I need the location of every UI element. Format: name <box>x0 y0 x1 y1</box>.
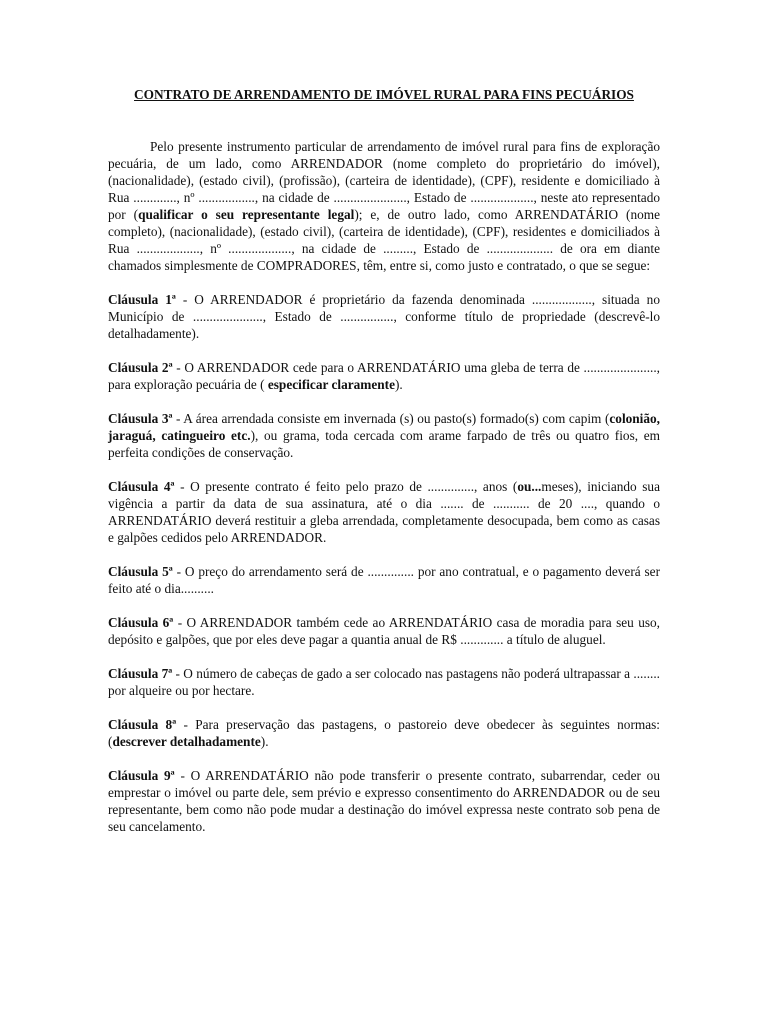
clause-label: Cláusula 4ª <box>108 479 175 494</box>
clause-bold: ou... <box>517 479 542 494</box>
clause-text-end: ), ou grama, toda cercada com arame farpado de três ou quatro fios, em perfeita condições de conservação. <box>108 428 660 460</box>
clause-6 <box>108 614 660 648</box>
clause-text-end: ). <box>260 734 269 749</box>
document-title: CONTRATO DE ARRENDAMENTO DE IMÓVEL RURAL PARA FINS PECUÁRIOS <box>134 87 634 102</box>
clause-9 <box>108 767 660 835</box>
clause-text: - O presente contrato é feito pelo prazo de .............., anos ( <box>174 479 518 494</box>
clause-text: - O ARRENDADOR é proprietário da fazenda denominada .................., situada no Município de ....................., Estado de ................, conforme título de propriedade (descrevê-lo detalhadamente). <box>108 292 660 341</box>
clause-text: - O ARRENDADOR cede para o ARRENDATÁRIO uma gleba de terra de ......................, para exploração pecuária de ( <box>108 360 660 392</box>
clause-text: - O preço do arrendamento será de .............. por ano contratual, e o pagamento deverá ser feito até o dia.......... <box>108 564 660 596</box>
clause-label: Cláusula 1ª <box>108 292 176 307</box>
clause-label: Cláusula 6ª <box>108 615 174 630</box>
intro-text-2: ); e, de outro lado, como ARRENDATÁRIO (nome completo), (nacionalidade), (estado civil), (carteira de identidade), (CPF), residentes e domiciliados à Rua ..................., nº ..................., na cidade de ........., Estado de .................... de ora em diante chamados simplesmente de COMPRADORES, têm, entre si, como justo e contratado, o que se segue: <box>108 207 660 273</box>
clause-bold: especificar claramente <box>267 377 395 392</box>
document-page <box>108 86 660 835</box>
clause-2 <box>108 359 660 393</box>
clause-label: Cláusula 9ª <box>108 768 175 783</box>
intro-paragraph <box>108 138 660 274</box>
clause-label: Cláusula 8ª <box>108 717 177 732</box>
clause-text: - O ARRENDADOR também cede ao ARRENDATÁRIO casa de moradia para seu uso, depósito e galpões, que por eles deve pagar a quantia anual de R$ ............. a título de aluguel. <box>108 615 660 647</box>
clause-text: - A área arrendada consiste em invernada (s) ou pasto(s) formado(s) com capim ( <box>172 411 610 426</box>
intro-text-1: Pelo presente instrumento particular de arrendamento de imóvel rural para fins de exploração pecuária, de um lado, como ARRENDADOR (nome completo do proprietário do imóvel), (nacionalidade), (estado civil), (profissão), (carteira de identidade), (CPF), residente e domiciliado à Rua ............., nº ................., na cidade de ......................, Estado de ..................., neste ato representado por ( <box>108 139 660 222</box>
clause-label: Cláusula 3ª <box>108 411 173 426</box>
intro-bold-1: qualificar o seu representante legal <box>138 207 355 222</box>
clause-bold: descrever detalhadamente <box>112 734 261 749</box>
clause-text-end: meses), iniciando sua vigência a partir da data de sua assinatura, até o dia ....... de ........... de 20 ...., quando o ARRENDATÁRIO deverá restituir a gleba arrendada, completamente desocupada, bem como as casas e galpões cedidos pelo ARRENDADOR. <box>108 479 660 545</box>
clause-text-end: ). <box>394 377 403 392</box>
clause-7 <box>108 665 660 699</box>
clause-label: Cláusula 5ª <box>108 564 173 579</box>
clause-1 <box>108 291 660 342</box>
clause-3 <box>108 410 660 461</box>
clause-label: Cláusula 2ª <box>108 360 173 375</box>
clause-8 <box>108 716 660 750</box>
clause-5 <box>108 563 660 597</box>
clause-4 <box>108 478 660 546</box>
clause-text: - Para preservação das pastagens, o pastoreio deve obedecer às seguintes normas: ( <box>108 717 661 749</box>
clause-label: Cláusula 7ª <box>108 666 173 681</box>
clause-text: - O ARRENDATÁRIO não pode transferir o presente contrato, subarrendar, ceder ou emprestar o imóvel ou parte dele, sem prévio e expresso consentimento do ARRENDADOR ou de seu representante, bem como não pode mudar a destinação do imóvel expressa neste contrato sob pena de seu cancelamento. <box>108 768 660 834</box>
clause-text: - O número de cabeças de gado a ser colocado nas pastagens não poderá ultrapassar a ........ por alqueire ou por hectare. <box>108 666 660 698</box>
clause-bold: colonião, jaraguá, catingueiro etc. <box>108 411 660 443</box>
